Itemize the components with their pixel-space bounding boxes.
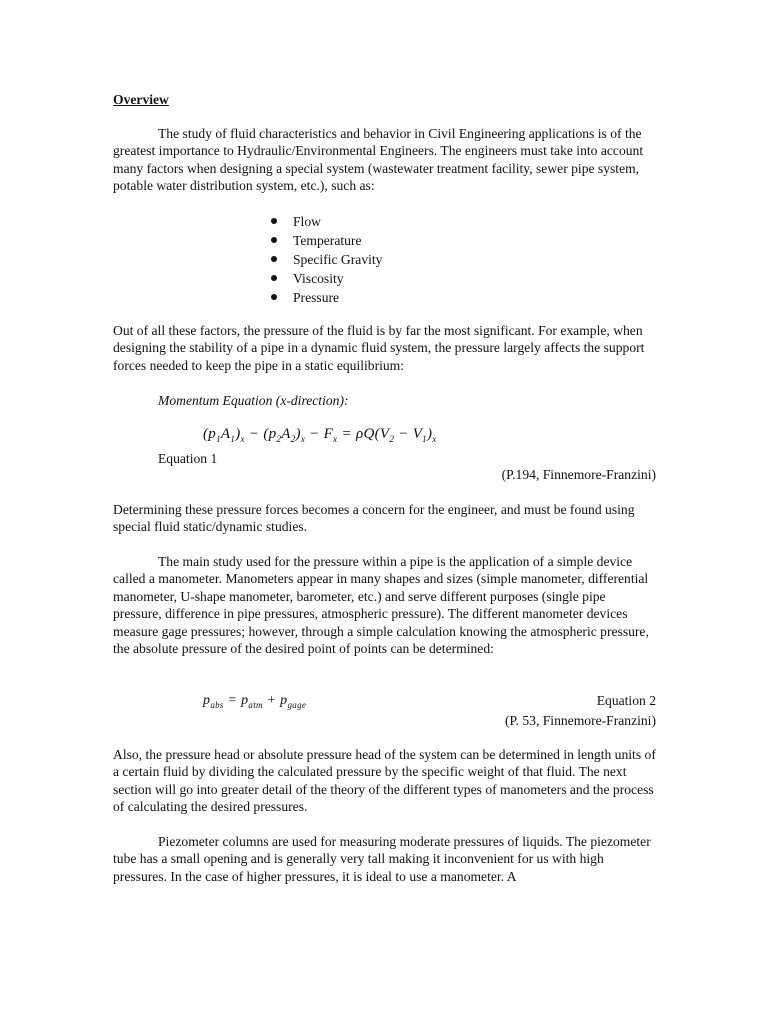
manometer-paragraph: The main study used for the pressure within a pipe is the application of a simple device called a manometer. Manometers appear in many shapes and sizes (simple manometer, differential manometer, U-shape manometer, barometer, etc.) and serve different purposes (single pipe pressure, difference in pipe pressures, atmospheric pressure). The different manometer devices measure gage pressures; however, through a simple calculation knowing the atmospheric pressure, the absolute pressure of the desired point of points can be determined: xyxy=(113,554,649,657)
momentum-caption: Momentum Equation (x-direction): xyxy=(158,393,349,408)
equation-1-label: Equation 1 xyxy=(158,451,218,466)
list-item: Viscosity xyxy=(271,269,382,288)
pressure-paragraph: Out of all these factors, the pressure of the fluid is by far the most significant. For example, when designing the stability of a pipe in a dynamic fluid system, the pressure largely affects the support forces needed to keep the pipe in a static equilibrium: xyxy=(113,323,645,373)
determining-paragraph: Determining these pressure forces becomes a concern for the engineer, and must be found using special fluid static/dynamic studies. xyxy=(113,502,635,535)
bullet-icon xyxy=(271,294,277,300)
list-item: Flow xyxy=(271,212,382,231)
bullet-icon xyxy=(271,218,277,224)
factor-list xyxy=(271,212,382,307)
bullet-icon xyxy=(271,275,277,281)
list-item: Pressure xyxy=(271,288,382,307)
bullet-icon xyxy=(271,237,277,243)
momentum-equation: $(p_1A_1)_x - (p_2A_2)_x - F_x = \rho Q(V_2 - V_1)_x$ xyxy=(203,426,437,444)
equation-2-label: Equation 2 xyxy=(596,693,656,708)
intro-paragraph: The study of fluid characteristics and behavior in Civil Engineering applications is of the greatest importance to Hydraulic/Environmental Engineers. The engineers must take into account many factors when designing a special system (wastewater treatment facility, sewer pipe system, potable water distribution system, etc.), such as: xyxy=(113,126,644,194)
head-paragraph: Also, the pressure head or absolute pressure head of the system can be determined in length units of a certain fluid by dividing the calculated pressure by the specific weight of that fluid. The next section will go into greater detail of the theory of the different types of manometers and the process of calculating the desired pressures. xyxy=(113,747,656,815)
equation-2-source: (P. 53, Finnemore-Franzini) xyxy=(504,713,656,728)
pressure-equation: $p_{abs} = p_{atm} + p_{gage}$ xyxy=(203,693,307,710)
section-heading: Overview xyxy=(113,92,169,107)
equation-1-source: (P.194, Finnemore-Franzini) xyxy=(501,467,656,482)
list-item: Specific Gravity xyxy=(271,250,382,269)
piezometer-paragraph: Piezometer columns are used for measuring moderate pressures of liquids. The piezometer tube has a small opening and is generally very tall making it inconvenient for us with high pressures. In the case of higher pressures, it is ideal to use a manometer. A xyxy=(113,834,651,884)
bullet-icon xyxy=(271,256,277,262)
list-item: Temperature xyxy=(271,231,382,250)
